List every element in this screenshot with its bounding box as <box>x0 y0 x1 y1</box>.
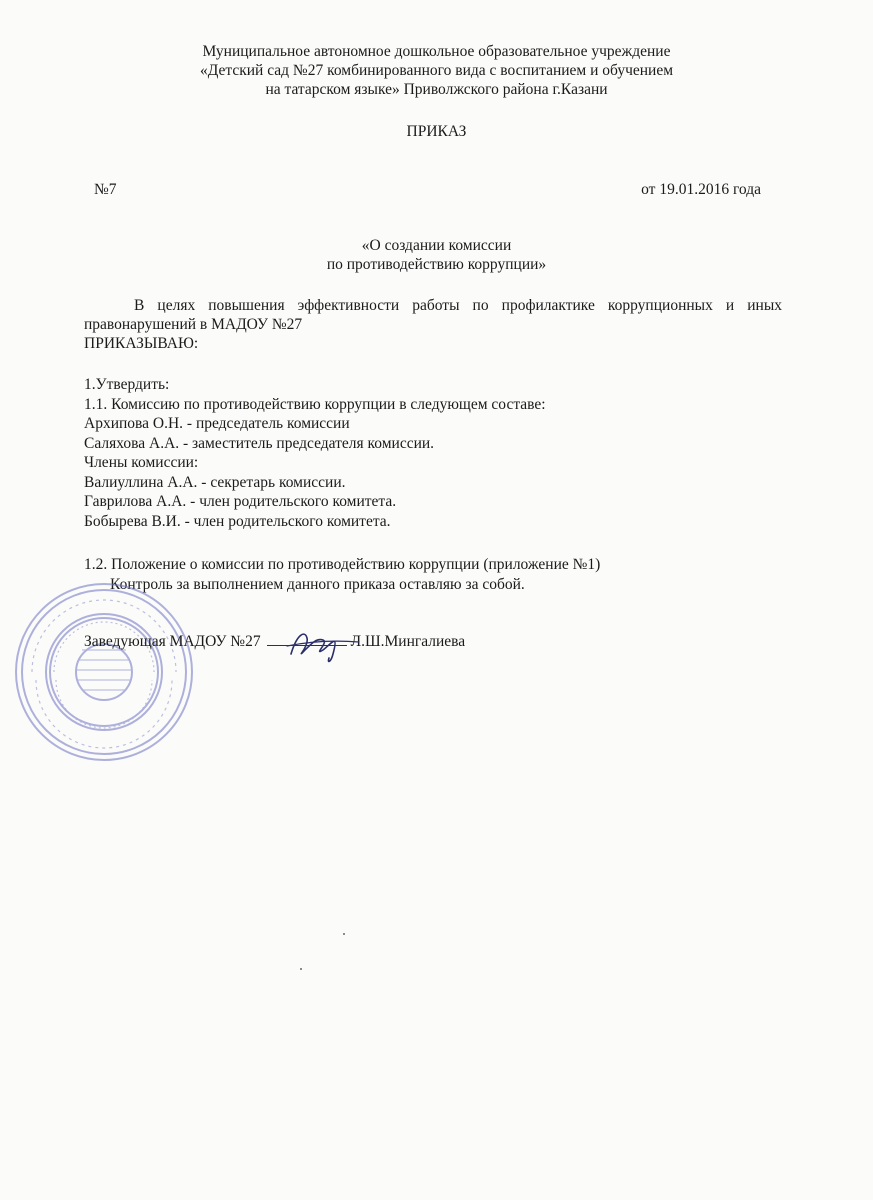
item-commission: 1.1. Комиссию по противодействию коррупции в следующем составе: <box>84 395 546 413</box>
member-secretary: Валиуллина А.А. - секретарь комиссии. <box>84 473 346 491</box>
member-parent-1: Гаврилова А.А. - член родительского комитета. <box>84 493 397 510</box>
signatory-position: Заведующая МАДОУ №27 <box>84 633 261 650</box>
order-body <box>84 296 782 353</box>
member-chair: Архипова О.Н. - председатель комиссии <box>84 415 350 432</box>
signatory-name: Л.Ш.Мингалиева <box>350 633 466 650</box>
scan-speck <box>300 968 302 970</box>
subject-line-2: по противодействию коррупции» <box>326 256 547 273</box>
signature-row <box>84 632 465 651</box>
order-number: №7 <box>94 181 117 198</box>
order-date: от 19.01.2016 года <box>641 181 761 198</box>
order-subject <box>0 236 873 274</box>
scan-speck <box>343 933 345 935</box>
institution-header <box>0 42 873 99</box>
document-title: ПРИКАЗ <box>406 123 467 140</box>
control-statement: Контроль за выполнением данного приказа оставляю за собой. <box>110 575 525 593</box>
preamble-paragraph: В целях повышения эффективности работы по профилактике коррупционных и иных правонарушений в МАДОУ №27 <box>84 297 782 333</box>
header-line-1: Муниципальное автономное дошкольное образовательное учреждение <box>202 43 671 60</box>
order-word: ПРИКАЗЫВАЮ: <box>84 335 199 352</box>
official-seal-stamp <box>12 580 197 765</box>
appendix-item: 1.2. Положение о комиссии по противодействию коррупции (приложение №1) <box>84 556 601 573</box>
subject-line-1: «О создании комиссии <box>361 237 512 254</box>
header-line-3: на татарском языке» Приволжского района г.Казани <box>265 81 608 98</box>
members-heading: Члены комиссии: <box>84 454 199 471</box>
handwritten-signature <box>283 624 363 664</box>
member-deputy: Саляхова А.А. - заместитель председателя комиссии. <box>84 434 435 452</box>
order-items <box>84 375 784 531</box>
item-approve: 1.Утвердить: <box>84 376 170 393</box>
member-parent-2: Бобырева В.И. - член родительского комитета. <box>84 512 391 530</box>
header-line-2: «Детский сад №27 комбинированного вида с воспитанием и обучением <box>199 62 674 79</box>
